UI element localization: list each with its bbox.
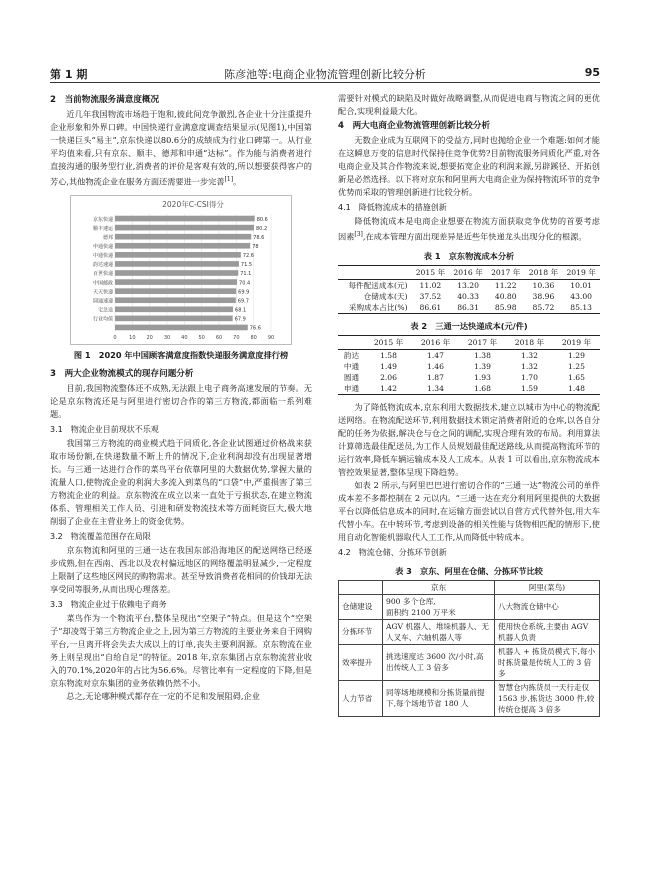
data-label: 76.6: [249, 325, 261, 332]
table-2-header: 2016 年: [412, 335, 459, 349]
category-label: 天天快递: [92, 289, 113, 296]
x-tick-label: 50: [198, 334, 205, 341]
category-label: 圆通速递: [92, 298, 113, 305]
data-label: 80.2: [256, 225, 268, 232]
data-label: 72.6: [242, 252, 254, 259]
chart-title: 2020年C-CSI得分: [162, 199, 224, 209]
left-column: [50, 92, 312, 703]
x-tick-label: 30: [163, 334, 171, 341]
data-label: 67.9: [234, 316, 246, 323]
x-tick-label: 60: [215, 334, 223, 341]
x-tick-label: 0: [113, 334, 117, 341]
table-2-header: 2015 年: [365, 335, 412, 349]
right-column: [338, 92, 600, 717]
table-3: [338, 580, 600, 717]
section-4-1-paragraph-3: 如表 2 所示,与阿里巴巴进行密切合作的“三通一达”物流公司的单件成本差不多都控制在 2 元以内。“三通一达在充分利用阿里提供的大数据平台以降低信息成本的同时,在运输方面尝试以自营方式代替外包,用大车代替小车。在中转环节,考虑到设备的相关性能与货物相匹配的情形下,使用自动化智能机器取代人工工作,从而降低中转成本。: [338, 479, 600, 542]
section-3-3-paragraph: 菜鸟作为一个物流平台,整体呈现出“空架子”特点。但是这个“空架子”却凌驾于第三方物流企业之上,因为第三方物流的主要业务来自于网购平台,一旦离开将会失去大成以上的订单,丧失主要利润源。京东物流在业务上则呈现出“自给自足”的特征。2018 年,京东集团占京东物流营业收入的70.1%,2020年的占比为56.6%。尽管比率有一定程度的下降,但是京东物流对京东集团的业务依赖仍然不小。: [50, 612, 312, 688]
x-tick-label: 20: [146, 334, 153, 341]
bar: [115, 225, 254, 231]
bar: [115, 215, 255, 221]
bar: [115, 261, 239, 267]
citation-ref: [1]: [224, 176, 234, 183]
bar: [115, 297, 236, 303]
section-4-2-title: 4.2 物流仓储、分拣环节创新: [338, 547, 447, 557]
bar: [115, 279, 237, 285]
table-1-header: 2019 年: [562, 265, 600, 279]
section-3-1-paragraph: 我国第三方物流的商业模式趋于同质化,各企业试图通过价格战来获取市场份额,在快递数量不断上升的情况下,企业利润却没有出现显著增长。与三通一达进行合作的菜鸟平台依靠阿里的大数据优势,掌握大量的流量人口,使物流企业的利润大多流入到菜鸟的“口袋”中,严重损害了第三方物流企业的利益。京东物流在成立以来一直处于亏损状态,在建立物流体系、管理相关工作人员、引进和研发物流技术等方面耗资巨大,极大地削弱了企业在主营业务上的资金优势。: [50, 437, 312, 526]
section-4-1-title: 4.1 降低物流成本的措施创新: [338, 203, 447, 212]
running-title: 陈彦池等:电商企业物流管理创新比较分析: [224, 68, 426, 81]
table-1-header: 2015 年: [412, 265, 450, 279]
bar: [115, 252, 241, 258]
section-4-1-paragraph-1: 降低物流成本是电商企业想要在物流方面获取竞争优势的首要考虑因素[3],在成本管理方面出现差异是近些年快递龙头出现分化的根源。: [338, 216, 600, 242]
table-2-header: 2017 年: [459, 335, 506, 349]
category-label: 德邦: [102, 234, 113, 241]
table-2: [338, 335, 600, 395]
table-row: 申通 1.42 1.34 1.68 1.59 1.48: [338, 383, 600, 395]
table-row: 仓储成本(天) 37.52 40.33 40.80 38.96 43.00: [363, 291, 592, 301]
section-3-2-title: 3.2 物流覆盖范围存在局限: [50, 531, 151, 541]
csi-bar-chart: [71, 196, 291, 342]
bar: [115, 315, 233, 321]
category-label: 申通快递: [92, 243, 113, 250]
table-1-header: [338, 265, 412, 279]
data-label: 70.4: [239, 280, 251, 287]
table-row: 仓储建设 900 多个仓库, 面积约 2100 万平米 八大物流仓储中心: [339, 594, 600, 619]
section-3-1-title: 3.1 物流企业目前现状不乐观: [50, 424, 159, 434]
category-label: 行业均值: [92, 316, 113, 323]
table-1-header: 2016 年: [449, 265, 487, 279]
category-label: 宅急送: [97, 307, 113, 314]
table-row: 采购成本占比(%) 86.61 86.31 85.98 85.72 85.13: [338, 302, 600, 314]
table-row: 每件配送成本(元) 11.02 13.20 11.22 10.36 10.01: [348, 280, 592, 290]
issue-label: 第 1 期: [50, 68, 88, 81]
category-label: 京东快递: [92, 216, 113, 223]
running-header: [50, 64, 600, 83]
bar: [115, 243, 250, 249]
table-2-caption: 表 2 三通一达快递成本(元/件): [410, 320, 528, 331]
bar: [115, 288, 236, 294]
section-3-2-paragraph: 京东物流和阿里的三通一达在我国东部沿海地区的配送网络已经逐步成熟,但在西南、西北以及农村偏远地区的网络覆盖明显减少,一定程度上限制了这些地区网民的购物需求。甚至导致消费者花相同的价钱却无法享受同等服务,从而出现心理落差。: [50, 544, 313, 594]
table-1-caption: 表 1 京东物流成本分析: [423, 250, 515, 261]
category-label: 中国邮政: [92, 280, 113, 287]
table-3-caption: 表 3 京东、阿里在仓储、分拣环节比较: [395, 565, 543, 576]
bar: [115, 306, 233, 312]
table-row: 圆通 2.06 1.87 1.93 1.70 1.65: [343, 372, 585, 382]
section-4-paragraph: 无数企业成为互联网下的受益方,同时也抛给企业一个难题:如何才能在这瞬息万变的信息时代保持住竞争优势?目前物流服务同质化严重,对各电商企业及其合作物流来说,想要拓宽企业的利润来源,另辟蹊径、开拓创新是必然选择。以下将对京东和阿里两大电商企业为保持物流环节的竞争优势而采取的管理创新进行比较分析。: [338, 135, 601, 197]
data-label: 71.5: [240, 261, 253, 268]
data-label: 69.7: [237, 298, 249, 305]
section-3-summary-paragraph: 总之,无论哪种模式都存在一定的不足和发展阻碍,企业: [66, 690, 260, 701]
table-3-header: [339, 580, 383, 594]
table-row: 中通 1.49 1.46 1.39 1.32 1.25: [343, 361, 585, 371]
figure-1-caption: 图 1 2020 年中国顾客满意度指数快递服务满意度排行榜: [73, 349, 289, 360]
data-label: 78.6: [253, 234, 265, 241]
table-row: 韵达 1.58 1.47 1.38 1.32 1.29: [343, 350, 585, 360]
data-label: 69.9: [238, 289, 250, 296]
table-row: 分拣环节 AGV 机器人、堆垛机器人、无人叉车、六轴机器人等 使用快仓系统,主要由 AGV 机器人负责: [339, 619, 600, 644]
category-label: 顺丰速运: [92, 225, 113, 232]
table-1-header: 2018 年: [525, 265, 563, 279]
category-label: 中通快递: [92, 252, 113, 259]
table-3-header: 阿里(菜鸟): [495, 580, 600, 594]
x-tick-label: 40: [181, 334, 188, 341]
section-3-paragraph: 目前,我国物流整体还不成熟,无法跟上电子商务高速发展的节奏。无论是京东物流还是与阿里进行密切合作的第三方物流,都面临一系列难题。: [50, 382, 312, 419]
table-3-header: 京东: [383, 580, 495, 594]
x-tick-label: 90: [267, 334, 275, 341]
table-2-header: [338, 335, 365, 349]
table-1-header: 2017 年: [487, 265, 525, 279]
data-label: 68.1: [235, 307, 247, 314]
bar: [115, 234, 251, 240]
citation-ref: [3]: [354, 231, 363, 238]
section-4-1-paragraph-2: 为了降低物流成本,京东利用大数据技术,建立以城市为中心的物流配送网络。在物流配送环节,利用数据技术锁定消费者附近的仓库,以各自分配的任务为依据,解决仓与仓之间的调配,实现合理有效的布局。利用算法计算筛选最佳配送员,为工作人员规划最佳配送路线,从而提高物流环节的运行效率,降低车辆运输成本及人工成本。从表 1 可以看出,京东物流成本管控效果显著,整体呈现下降趋势。: [338, 401, 600, 477]
table-2-header: 2019 年: [553, 335, 600, 349]
x-tick-label: 10: [129, 334, 136, 341]
section-3-title: 3 两大企业物流模式的现存问题分析: [50, 368, 194, 379]
continued-paragraph: 需要针对模式的缺陷及时做好战略调整,从而促进电商与物流之间的更优配合,实现利益最大化。: [338, 93, 600, 116]
category-label: 韵达速递: [92, 261, 113, 268]
page-number: 95: [584, 66, 600, 79]
x-tick-label: 70: [233, 334, 240, 341]
table-2-header: 2018 年: [506, 335, 553, 349]
figure-1-chart: [70, 195, 292, 345]
bar: [115, 270, 238, 276]
section-4-title: 4 两大电商企业物流管理创新比较分析: [338, 121, 491, 131]
table-row: 效率提升 挑选速度达 3600 次/小时,高出传统人工 3 倍多 机器人 + 拣货员模式下,每小时拣货量是传统人工的 3 倍多: [339, 644, 600, 680]
table-1: [338, 265, 600, 314]
table-row: 人力节省 同等场地规模和分拣货量前提下,每个场地节省 180 人 智慧仓内拣货员一天行走仅1563 步,拣货达 3000 件,较传统仓提高 3 倍多: [339, 680, 600, 716]
data-label: 71.1: [240, 270, 252, 277]
data-label: 78: [252, 243, 259, 250]
data-label: 80.6: [256, 216, 268, 223]
section-2-title: 2 当前物流服务满意度概况: [50, 95, 160, 105]
bar: [115, 324, 248, 330]
category-label: 百世快递: [92, 270, 113, 277]
section-3-3-title: 3.3 物流企业过于依赖电子商务: [50, 599, 167, 609]
x-tick-label: 80: [250, 334, 257, 341]
section-2-paragraph: 近几年我国物流市场趋于饱和,彼此间竞争激烈,各企业十分注重提升企业形象和外界口碑。中国快递行业满意度调查结果显示(见图1),中国第一快递巨头“易主”,京东快递以80.6分的成绩成为行业口碑第一。从行业平均值来看,只有京东、顺丰、德邦和申通“达标”。作为能与消费者进行直接沟通的服务型行业,消费者的评价是客观有效的,所以想要获得客户的芳心,其他物流企业在服务方面还需要进一步完善[1]。: [50, 109, 312, 187]
